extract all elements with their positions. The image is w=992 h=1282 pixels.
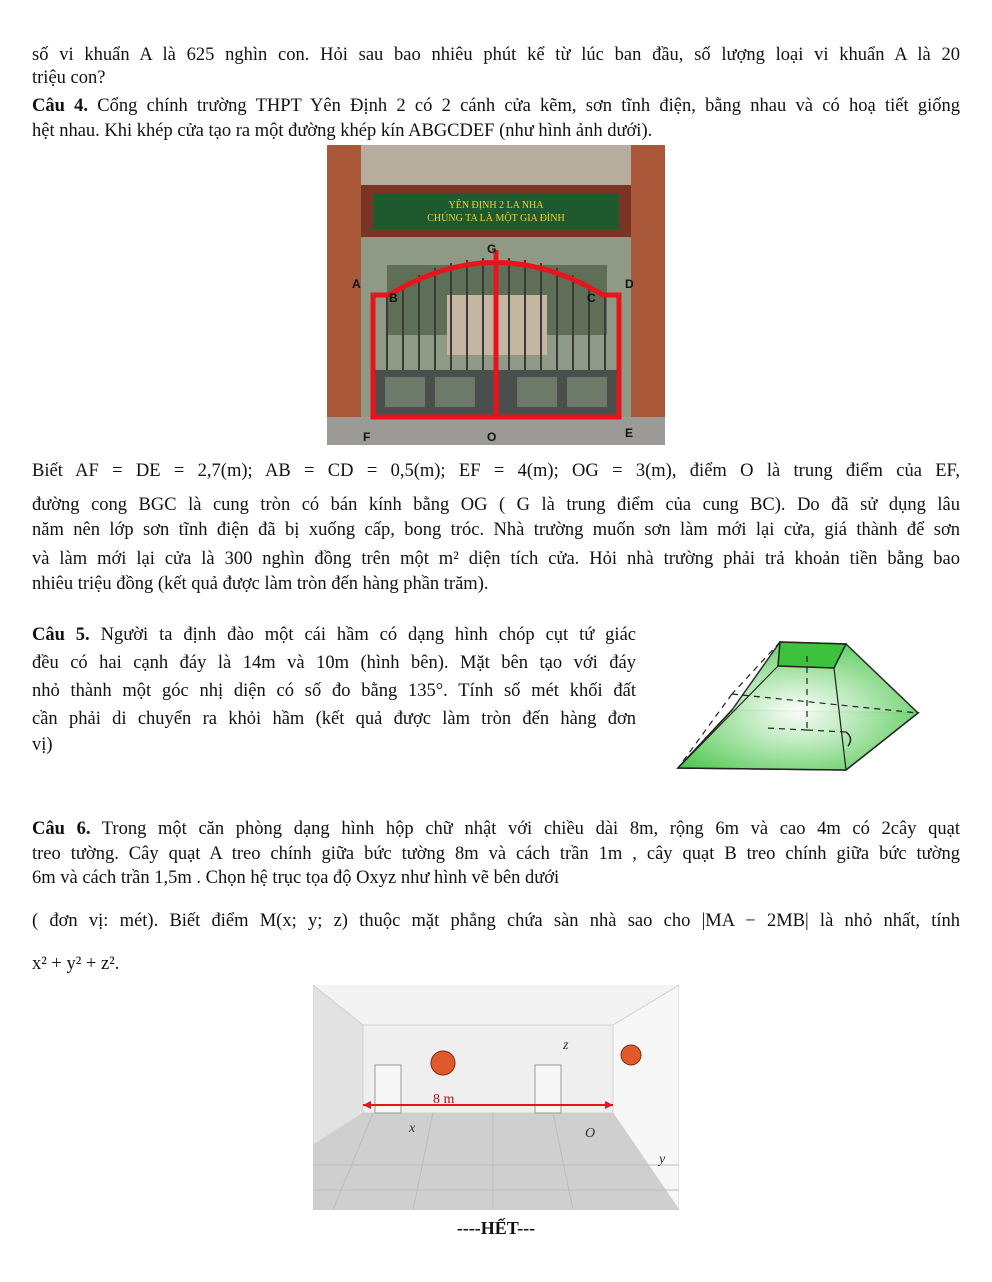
- axis-y-label: y: [659, 1152, 666, 1167]
- q6-text: Trong một căn phòng dạng hình hộp chữ nhật với chiều dài 8m, rộng 6m và cao 4m có 2cây quạt: [90, 819, 961, 839]
- q4-label: Câu 4.: [32, 96, 89, 116]
- point-g-label: G: [487, 242, 497, 256]
- axis-z-label: z: [563, 1038, 569, 1053]
- q6-text-line-1: [32, 818, 960, 841]
- axis-x-label: x: [409, 1121, 416, 1136]
- point-a-label: A: [352, 277, 361, 291]
- q4-text-line-3: đường cong BGC là cung tròn có bán kính bằng OG ( G là trung điểm của cung BC). Do đã sử dụng lâu: [32, 495, 960, 515]
- room-figure: [313, 985, 679, 1210]
- frustum-top: [778, 642, 846, 668]
- gate-photo: [327, 145, 665, 445]
- q6-label: Câu 6.: [32, 819, 91, 839]
- q5-label: Câu 5.: [32, 625, 90, 645]
- q6-text-line-4: ( đơn vị: mét). Biết điểm M(x; y; z) thuộc mặt phẳng chứa sàn nhà sao cho |MA − 2MB| là nhỏ nhất, tính: [32, 911, 960, 931]
- q5-text: Người ta định đào một cái hầm có dạng hình chóp cụt tứ giác: [89, 625, 636, 645]
- q5-text-line-5: vị): [32, 735, 53, 755]
- q4-given-line: Biết AF = DE = 2,7(m); AB = CD = 0,5(m); EF = 4(m); OG = 3(m), điểm O là trung điểm của EF,: [32, 461, 960, 481]
- frustum-figure: [670, 628, 960, 778]
- point-f-label: F: [363, 430, 371, 444]
- q5-text-line-3: nhỏ thành một góc nhị diện có số đo bằng 135°. Tính số mét khối đất: [32, 681, 636, 701]
- point-c-label: C: [587, 291, 596, 305]
- q3-text-line-1: số vi khuẩn A là 625 nghìn con. Hỏi sau bao nhiêu phút kể từ lúc ban đầu, số lượng loại vi khuẩn A là 20: [32, 45, 960, 65]
- q5-text-line-1: [32, 624, 636, 647]
- footer-het: ----HẾT---: [456, 1218, 536, 1238]
- point-o-label: O: [487, 430, 497, 444]
- point-b-label: B: [389, 291, 398, 305]
- gate-sign-line-1: YÊN ĐỊNH 2 LA NHA: [448, 200, 544, 211]
- fan-a-icon: [431, 1051, 455, 1075]
- point-e-label: E: [625, 426, 634, 440]
- q4-text-line-4: năm nên lớp sơn tĩnh điện đã bị xuống cấp, bong tróc. Nhà trường muốn sơn làm mới lại cửa, giá thành để sơn: [32, 520, 960, 540]
- gate-illustration: [327, 145, 665, 445]
- q5-text-line-4: cần phải di chuyển ra khỏi hầm (kết quả được làm tròn đến hàng đơn: [32, 709, 636, 729]
- gate-sign-line-2: CHÚNG TA LÀ MỘT GIA ĐÌNH: [427, 213, 565, 224]
- q6-text-line-5: x² + y² + z².: [32, 954, 120, 974]
- origin-label: O: [585, 1126, 596, 1141]
- q4-text-line-1: [32, 95, 960, 118]
- q5-text-line-2: đều có hai cạnh đáy là 14m và 10m (hình bên). Mặt bên tạo với đáy: [32, 653, 636, 673]
- q4-text-line-2: hệt nhau. Khi khép cửa tạo ra một đường khép kín ABGCDEF (như hình ảnh dưới).: [32, 121, 653, 141]
- q4-text: Cổng chính trường THPT Yên Định 2 có 2 cánh cửa kẽm, sơn tĩnh điện, bằng nhau và có hoạ tiết giống: [88, 96, 960, 116]
- q6-text-line-2: treo tường. Cây quạt A treo chính giữa bức tường 8m và cách trần 1m , cây quạt B treo chính giữa bức tường: [32, 844, 960, 864]
- point-d-label: D: [625, 277, 634, 291]
- room-length-label: 8 m: [433, 1092, 455, 1107]
- q3-text-line-2: triệu con?: [32, 68, 106, 88]
- fan-b-icon: [621, 1045, 641, 1065]
- q4-text-line-5: và làm mới lại cửa là 300 nghìn đồng trên một m² diện tích cửa. Hỏi nhà trường phải trả khoản tiền bằng bao: [32, 549, 960, 569]
- q4-text-line-6: nhiêu triệu đồng (kết quả được làm tròn đến hàng phần trăm).: [32, 574, 489, 594]
- q6-text-line-3: 6m và cách trần 1,5m . Chọn hệ trục tọa độ Oxyz như hình vẽ bên dưới: [32, 868, 560, 888]
